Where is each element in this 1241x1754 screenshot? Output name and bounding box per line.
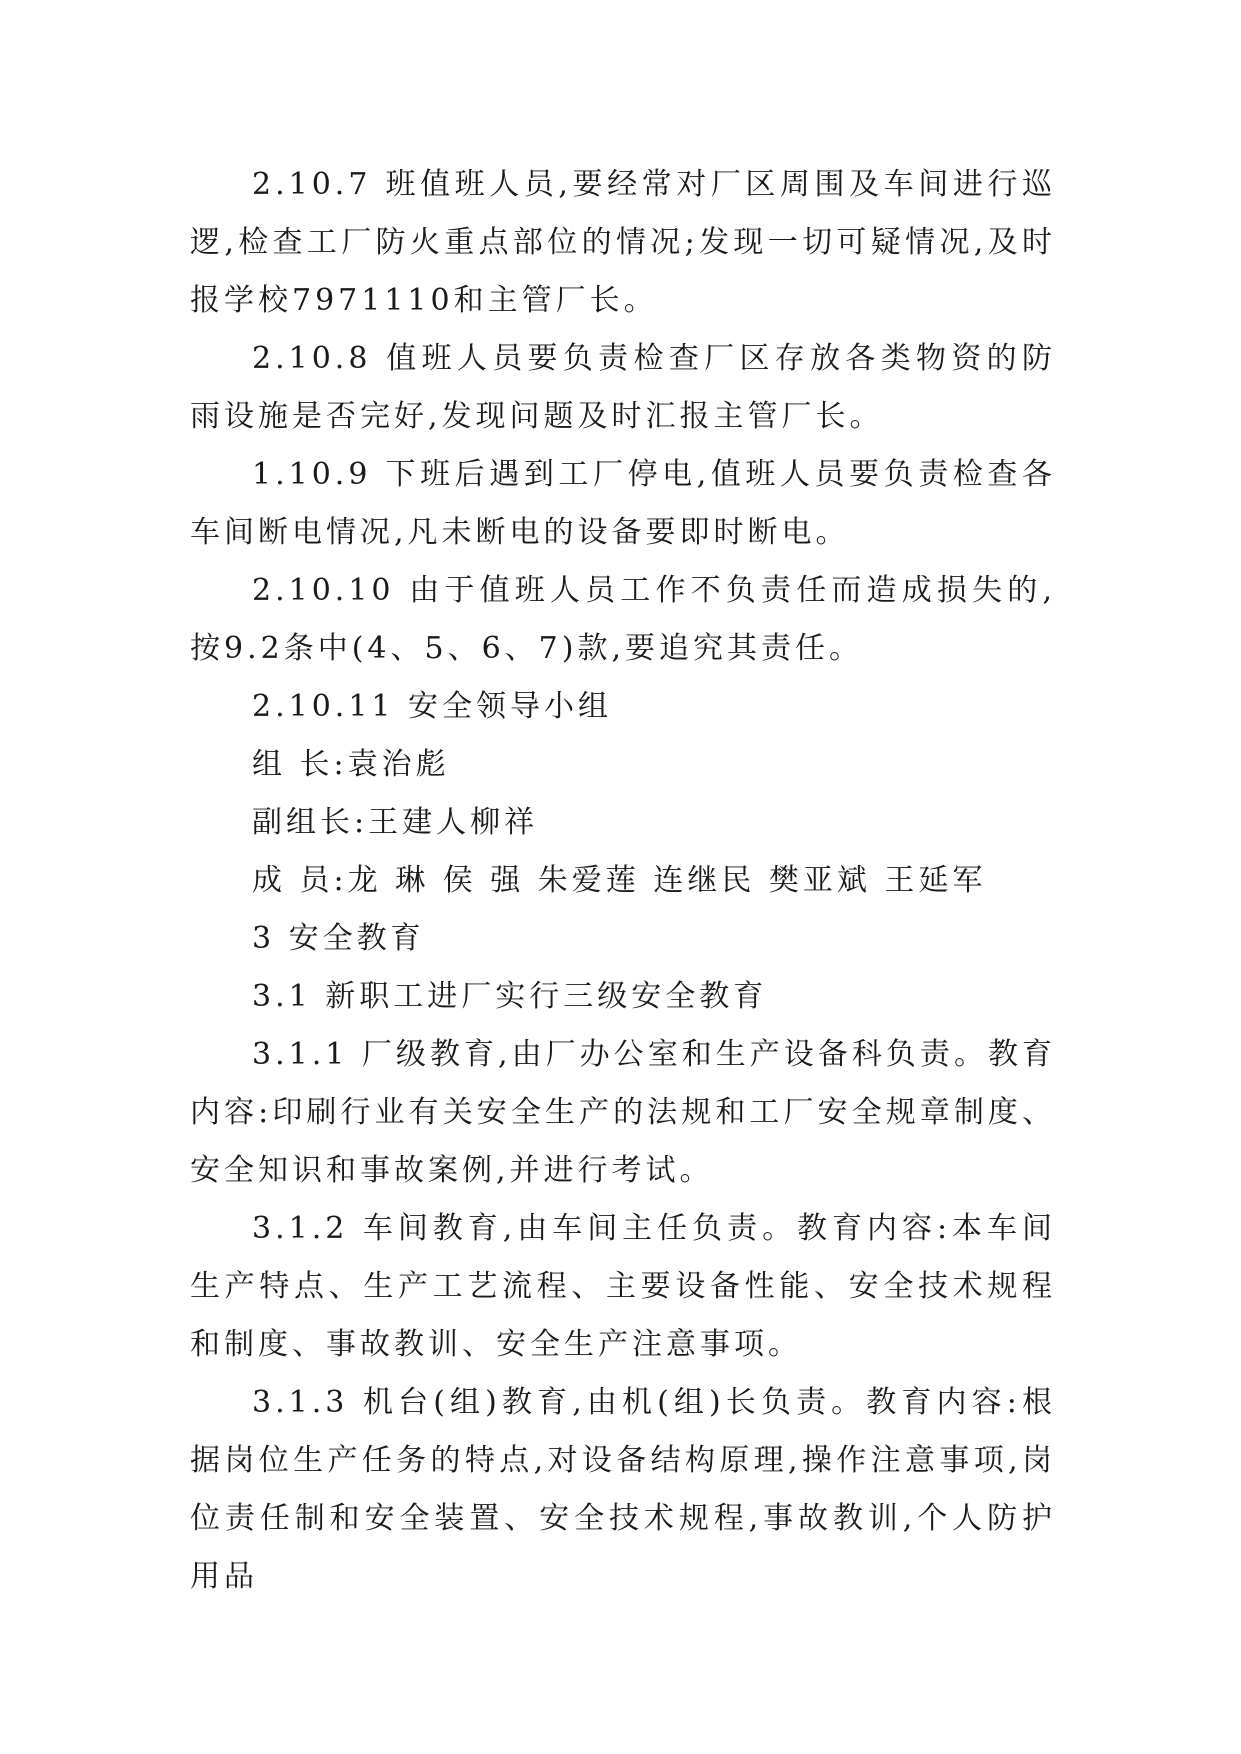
- paragraph-3-1-3: 3.1.3 机台(组)教育,由机(组)长负责。教育内容:根据岗位生产任务的特点,对设备结构原理,操作注意事项,岗位责任制和安全装置、安全技术规程,事故教训,个人防护用品: [190, 1385, 1056, 1594]
- paragraph-3-1-2: 3.1.2 车间教育,由车间主任负责。教育内容:本车间生产特点、生产工艺流程、主要设备性能、安全技术规程和制度、事故教训、安全生产注意事项。: [190, 1211, 1056, 1362]
- paragraph-2-10-8: 2.10.8 值班人员要负责检查厂区存放各类物资的防雨设施是否完好,发现问题及时汇报主管厂长。: [190, 341, 1056, 434]
- section-3-1-heading: 3.1 新职工进厂实行三级安全教育: [252, 979, 768, 1014]
- group-leader-line: 组 长:袁治彪: [252, 747, 450, 782]
- section-3-heading: 3 安全教育: [252, 921, 425, 956]
- deputy-leader-line: 副组长:王建人柳祥: [252, 805, 539, 840]
- paragraph-2-10-7: 2.10.7 班值班人员,要经常对厂区周围及车间进行巡逻,检查工厂防火重点部位的情况;发现一切可疑情况,及时报学校7971110和主管厂长。: [190, 167, 1056, 318]
- document-page: [190, 156, 1056, 1606]
- paragraph-3-1-1: 3.1.1 厂级教育,由厂办公室和生产设备科负责。教育内容:印刷行业有关安全生产的法规和工厂安全规章制度、安全知识和事故案例,并进行考试。: [190, 1037, 1056, 1188]
- paragraph-2-10-10: 2.10.10 由于值班人员工作不负责任而造成损失的,按9.2条中(4、5、6、7)款,要追究其责任。: [190, 573, 1056, 666]
- members-line: 成 员:龙 琳 侯 强 朱爱莲 连继民 樊亚斌 王延军: [252, 863, 987, 898]
- heading-safety-leadership-group: 2.10.11 安全领导小组: [252, 689, 613, 724]
- paragraph-1-10-9: 1.10.9 下班后遇到工厂停电,值班人员要负责检查各车间断电情况,凡未断电的设备要即时断电。: [190, 457, 1056, 550]
